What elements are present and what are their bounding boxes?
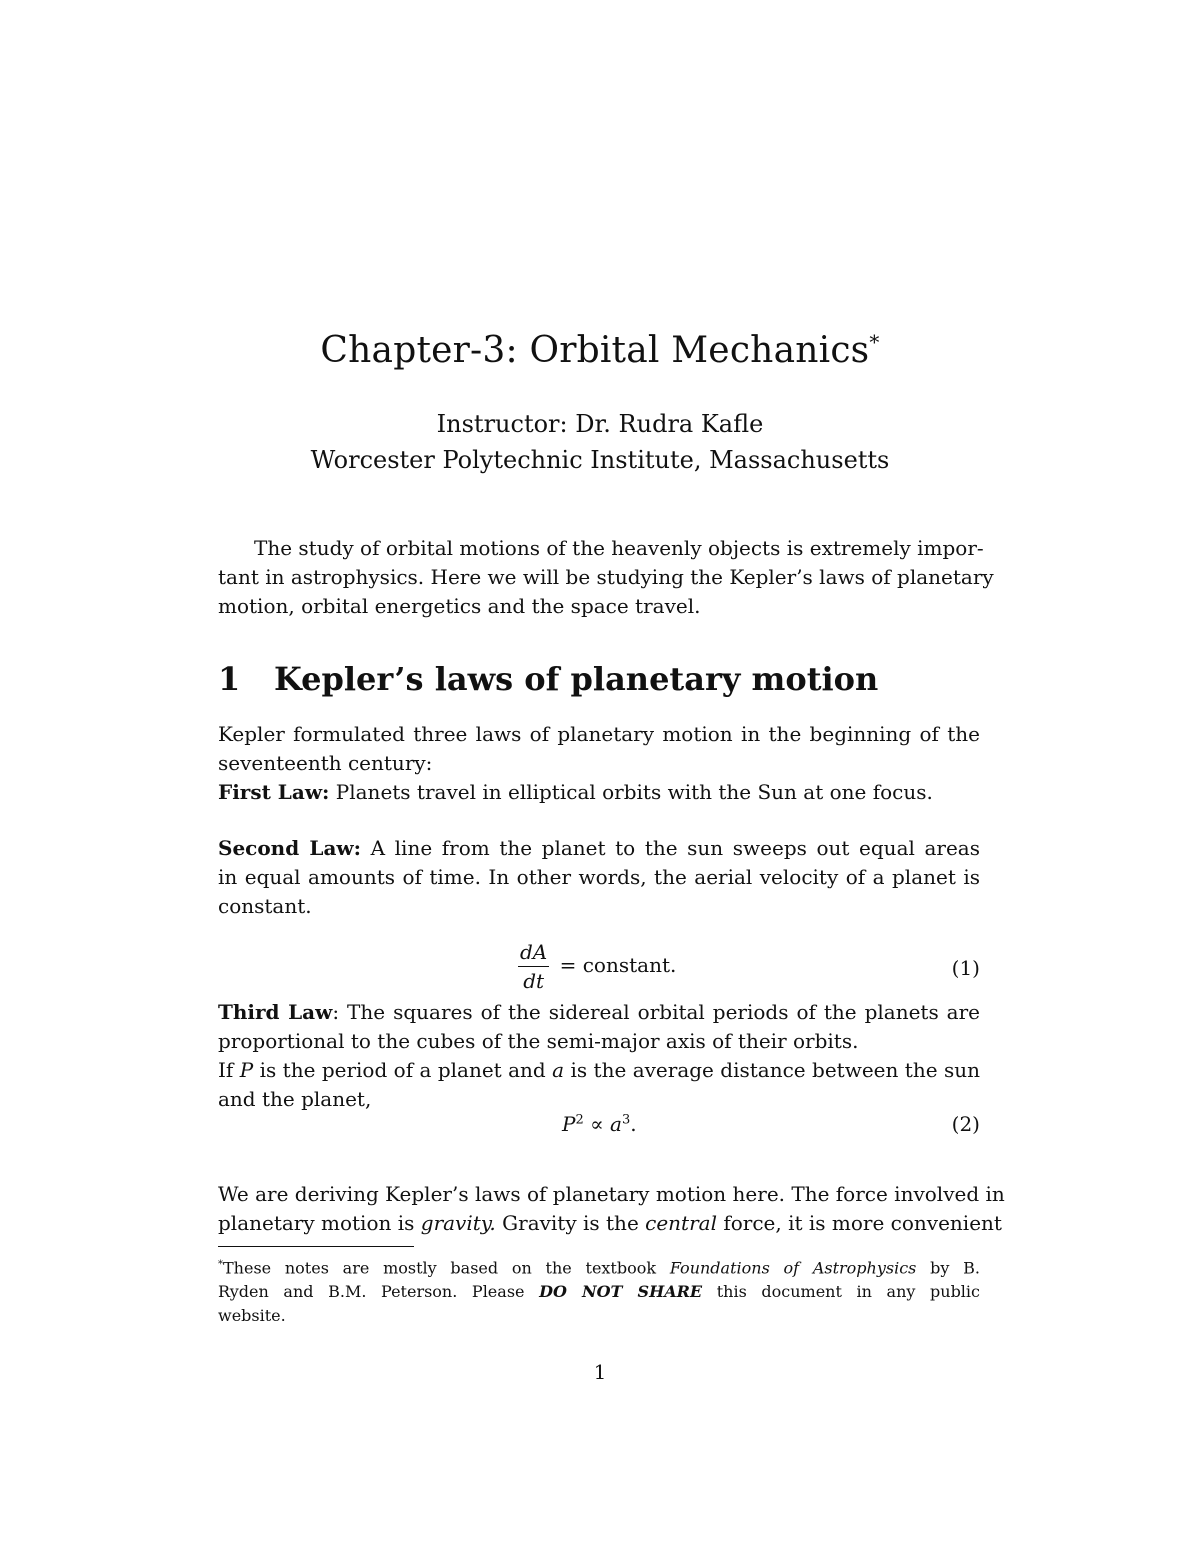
- equation-1: [218, 940, 980, 996]
- text-run: These notes are mostly based on the textbook: [223, 1258, 670, 1278]
- text-run: force, it is more convenient: [716, 1211, 1002, 1235]
- fraction-dA-dt: [518, 940, 549, 993]
- second-law-line: constant.: [218, 894, 312, 918]
- text-run: Gravity is the: [495, 1211, 646, 1235]
- abstract-paragraph: [218, 534, 994, 621]
- book-title: Foundations of Astrophysics: [669, 1258, 917, 1278]
- second-law-line: [218, 834, 980, 863]
- equation-1-rhs: = constant.: [559, 953, 677, 977]
- fraction-denominator: dt: [523, 969, 545, 993]
- variable-a: a: [610, 1112, 622, 1136]
- variable-P: P: [239, 1058, 254, 1082]
- third-law-line: [218, 1056, 980, 1085]
- text-run: planetary motion is: [218, 1211, 421, 1235]
- intro-line: seventeenth century:: [218, 751, 433, 775]
- text-run: Ryden and B.M. Peterson. Please: [218, 1282, 540, 1302]
- variable-P: P: [562, 1112, 576, 1136]
- third-law-label: Third Law: [218, 1000, 333, 1024]
- emphasis-central: central: [645, 1211, 717, 1235]
- third-law-text: : The squares of the sidereal orbital periods of the planets are: [332, 1000, 980, 1024]
- footnote-marker: *: [218, 1259, 223, 1270]
- derivation-paragraph: [218, 1180, 1005, 1238]
- footnote-rule: [218, 1246, 414, 1247]
- first-law-label: First Law:: [218, 780, 330, 804]
- second-law-line: in equal amounts of time. In other words, the aerial velocity of a planet is: [218, 865, 980, 889]
- intro-paragraph: [218, 720, 980, 807]
- chapter-title: Chapter-3: Orbital Mechanics*: [320, 330, 880, 371]
- footnote-line: [218, 1253, 980, 1280]
- equation-2-number: (2): [951, 1112, 980, 1136]
- text-run: If: [218, 1058, 240, 1082]
- section-title: Kepler’s laws of planetary motion: [274, 660, 879, 698]
- third-law-line: proportional to the cubes of the semi-major axis of their orbits.: [218, 1029, 859, 1053]
- second-law-paragraph: [218, 834, 980, 921]
- footnote-line: website.: [218, 1306, 286, 1326]
- exponent: 2: [575, 1112, 584, 1128]
- equation-1-number: (1): [951, 956, 980, 980]
- footnote-line: [218, 1280, 980, 1304]
- emphasis-gravity: gravity.: [420, 1211, 496, 1235]
- variable-a: a: [552, 1058, 565, 1082]
- section-heading: [218, 660, 878, 698]
- fraction-numerator: dA: [518, 940, 549, 967]
- first-law: [218, 778, 980, 807]
- text-run: is the period of a planet and: [253, 1058, 553, 1082]
- text-run: by B.: [916, 1258, 981, 1278]
- proportional-symbol: ∝: [583, 1112, 610, 1136]
- page-number: 1: [593, 1360, 607, 1384]
- equation-2: [218, 1112, 980, 1142]
- title-footnote-marker: *: [869, 330, 880, 354]
- instructor-line: Instructor: Dr. Rudra Kafle: [436, 410, 764, 438]
- derivation-line: [218, 1209, 1002, 1238]
- section-number: 1: [218, 660, 241, 698]
- text-run: this document in any public: [702, 1282, 980, 1302]
- text-run: is the average distance between the sun: [564, 1058, 980, 1082]
- intro-line: Kepler formulated three laws of planetary motion in the beginning of the: [218, 722, 980, 746]
- third-law-line: [218, 998, 980, 1027]
- abstract-line: The study of orbital motions of the heavenly objects is extremely impor-: [254, 536, 984, 560]
- footnote: [218, 1253, 980, 1328]
- affiliation-line: Worcester Polytechnic Institute, Massachusetts: [310, 446, 890, 474]
- first-law-text: Planets travel in elliptical orbits with the Sun at one focus.: [329, 780, 933, 804]
- second-law-label: Second Law:: [218, 836, 362, 860]
- exponent: 3: [621, 1112, 631, 1128]
- third-law-line: and the planet,: [218, 1087, 372, 1111]
- abstract-line: motion, orbital energetics and the space travel.: [218, 594, 701, 618]
- second-law-text: A line from the planet to the sun sweeps out equal areas: [361, 836, 980, 860]
- third-law-paragraph: [218, 998, 980, 1114]
- equation-end: .: [630, 1112, 637, 1136]
- derivation-line: We are deriving Kepler’s laws of planetary motion here. The force involved in: [218, 1182, 1005, 1206]
- do-not-share-emphasis: DO NOT SHARE: [539, 1282, 703, 1302]
- abstract-line: tant in astrophysics. Here we will be studying the Kepler’s laws of planetary: [218, 565, 994, 589]
